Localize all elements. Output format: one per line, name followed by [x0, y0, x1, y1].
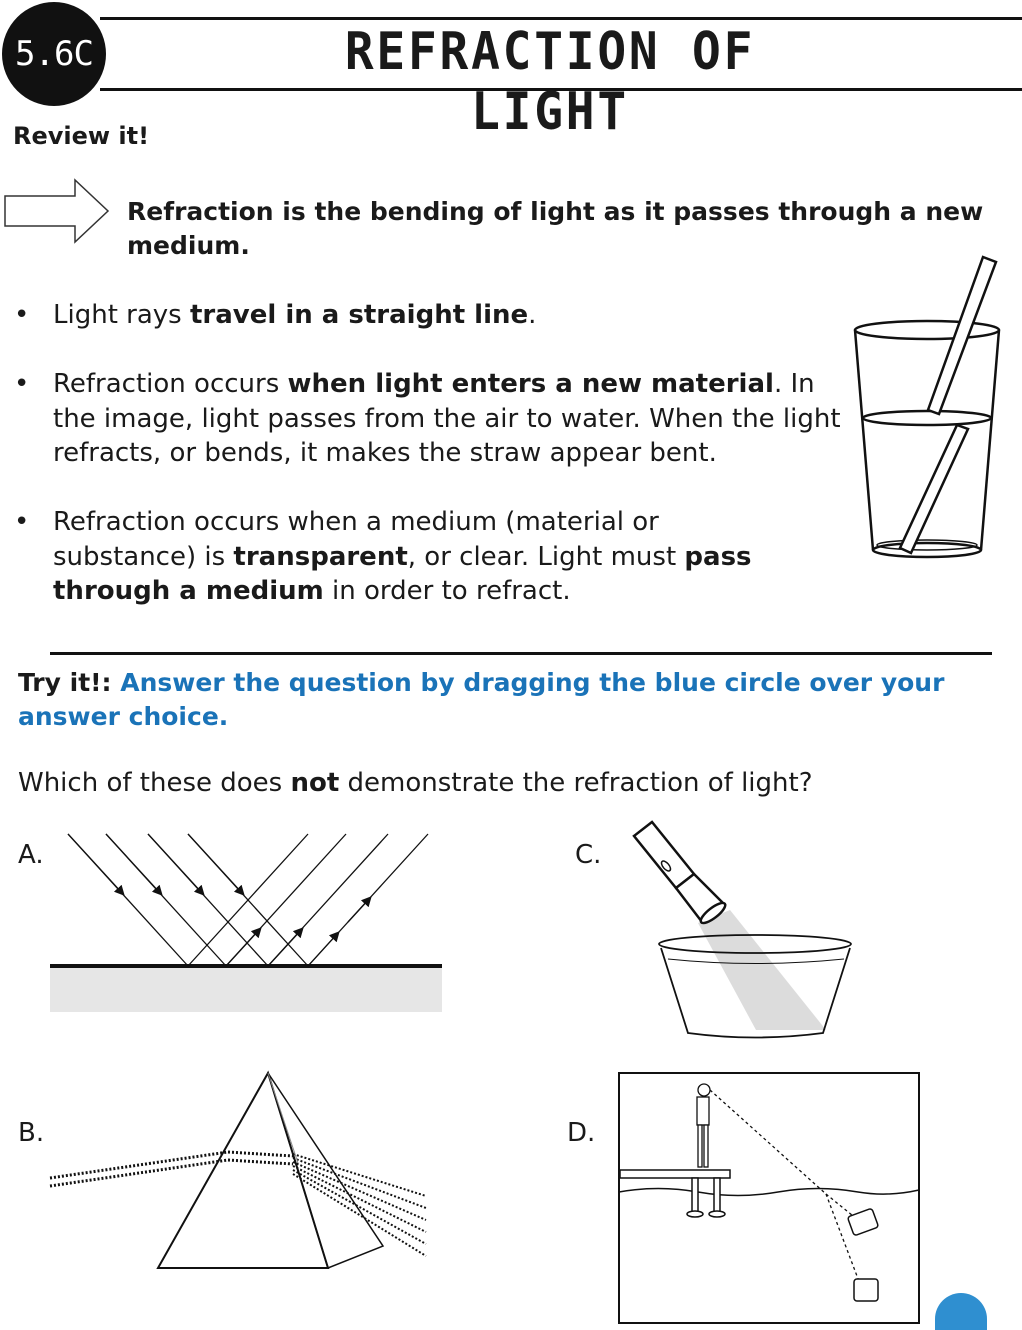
- lesson-badge: 5.6C: [2, 2, 106, 106]
- drag-answer-circle[interactable]: [935, 1293, 987, 1330]
- bullet-dot: •: [14, 507, 30, 537]
- option-a-label: A.: [18, 840, 44, 870]
- review-heading: Review it!: [13, 122, 150, 150]
- refraction-definition: Refraction is the bending of light as it passes through a new medium.: [127, 197, 984, 260]
- option-d-dock-fishing-diagram[interactable]: [618, 1072, 920, 1324]
- bullet-3: Refraction occurs when a medium (material or substance) is transparent, or clear. Light must pass through a medium in order to refract.: [53, 507, 752, 606]
- option-c-label: C.: [575, 840, 602, 870]
- tryit-instruction: Answer the question by dragging the blue circle over your answer choice.: [18, 668, 945, 731]
- option-b-prism-diagram[interactable]: [48, 1068, 433, 1273]
- title-top-rule: [100, 17, 1022, 20]
- bullet-dot: •: [14, 300, 30, 330]
- tryit-label: Try it!:: [18, 668, 112, 697]
- section-divider: [50, 652, 992, 655]
- option-c-flashlight-bowl[interactable]: [628, 818, 858, 1040]
- page-title: REFRACTION OF LIGHT: [344, 22, 756, 142]
- option-b-label: B.: [18, 1118, 45, 1148]
- glass-straw-illustration: [840, 250, 1015, 575]
- bullet-1: Light rays travel in a straight line.: [53, 300, 537, 330]
- bullet-dot: •: [14, 369, 30, 399]
- option-d-label: D.: [567, 1118, 596, 1148]
- option-a-reflection-diagram[interactable]: [48, 832, 444, 1014]
- arrow-right-icon: [3, 178, 111, 244]
- tryit-instructions: [18, 666, 978, 734]
- question-text: Which of these does not demonstrate the refraction of light?: [18, 768, 813, 798]
- bullet-2: Refraction occurs when light enters a new material. In the image, light passes from the air to water. When the light refracts, or bends, it makes the straw appear bent.: [53, 369, 841, 468]
